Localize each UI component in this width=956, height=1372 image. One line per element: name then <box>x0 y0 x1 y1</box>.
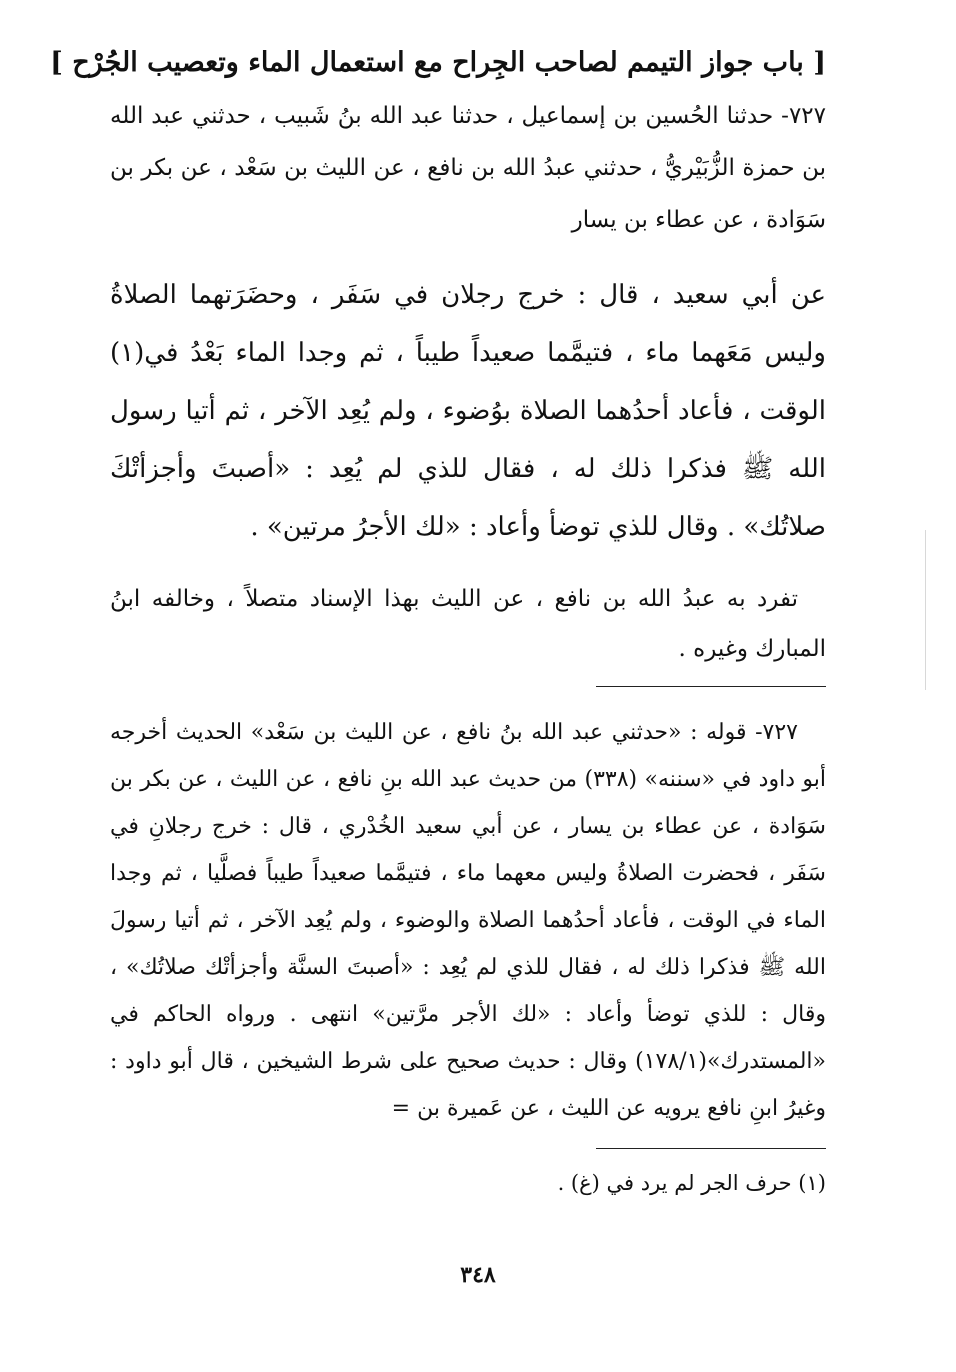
chapter-title: [ باب جواز التيمم لصاحب الجِراح مع استعمال الماء وتعصيب الجُرْح ] <box>50 47 826 78</box>
section-divider <box>596 686 826 687</box>
book-page <box>50 40 826 1203</box>
footnote-text: (١) حرف الجر لم يرد في (غ) . <box>557 1171 826 1195</box>
footnote-divider <box>596 1148 826 1149</box>
hadith-isnad: ٧٢٧- حدثنا الحُسين بن إسماعيل ، حدثنا عبد الله بنُ شَبيب ، حدثني عبد الله بن حمزة الزُّبَيْريُّ ، حدثني عبدُ الله بن نافع ، عن الليث بن سَعْد ، عن بكر بن سَوَادة ، عن عطاء بن يسار <box>110 103 826 233</box>
commentary-text: ٧٢٧- قوله : «حدثني عبد الله بنُ نافع ، عن الليث بن سَعْد» الحديث أخرجه أبو داود في «سننه» (٣٣٨) من حديث عبد الله بنِ نافع ، عن الليث ، عن بكر بن سَوَادة ، عن عطاء بن يسار ، عن أبي سعيد الخُدْري ، قال : خرج رجلانِ في سَفَر ، فحضرت الصلاةُ وليس معهما ماء ، فتيمَّما صعيداً طيباً فصلَّيا ، ثم وجدا الماء في الوقت ، فأعاد أحدُهما الصلاة والوضوء ، ولم يُعِد الآخر ، ثم أتيا رسولَ الله ﷺ فذكرا ذلك له ، فقال للذي لم يُعِد : «أصبتَ السنَّة وأجزأتْك صلاتُك» ، وقال : للذي توضأ وأعاد : «لك الأجر مرَّتين» انتهى . ورواه الحاكم في «المستدرك»(١٧٨/١) وقال : حديث صحيح على شرط الشيخين ، قال أبو داود : وغيرُ ابنِ نافع يرويه عن الليث ، عن عَميرة بن = <box>110 720 826 1121</box>
hadith-note: تفرد به عبدُ الله بن نافع ، عن الليث بهذا الإسناد متصلاً ، وخالفه ابنُ المبارك وغيره . <box>110 586 826 662</box>
scan-edge-line <box>925 530 926 690</box>
page-number: ٣٤٨ <box>460 1262 496 1288</box>
hadith-matn: عن أبي سعيد ، قال : خرج رجلان في سَفَر ، وحضَرَتهما الصلاةُ وليس مَعَهما ماء ، فتيمَّما صعيداً طيباً ، ثم وجدا الماء بَعْدُ في(١) الوقت ، فأعاد أحدُهما الصلاة بوُضوء ، ولم يُعِد الآخر ، ثم أتيا رسول الله ﷺ فذكرا ذلك له ، فقال للذي لم يُعِد : «أصبتَ وأجزأتْكَ صلاتُك» . وقال للذي توضأ وأعاد : «لك الأجرُ مرتين» . <box>110 280 826 542</box>
